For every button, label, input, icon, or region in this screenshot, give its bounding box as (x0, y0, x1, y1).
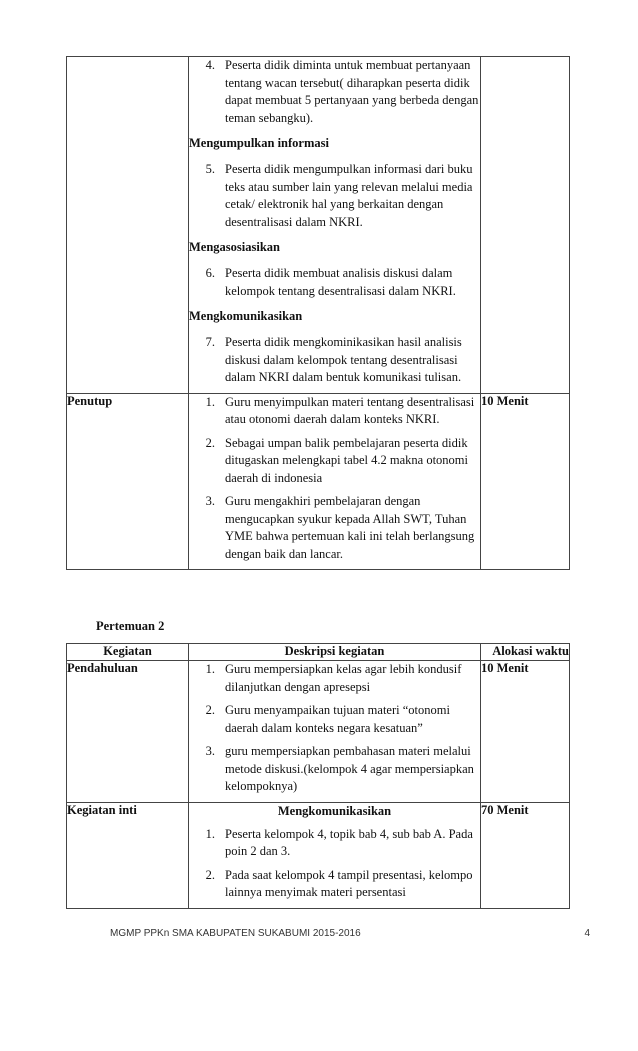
header-kegiatan: Kegiatan (67, 644, 189, 661)
pendahuluan-deskripsi (189, 661, 481, 803)
inti-time: 70 Menit (481, 802, 570, 908)
inti-list (189, 826, 480, 902)
footer-text: MGMP PPKn SMA KABUPATEN SUKABUMI 2015-2016 (110, 928, 361, 939)
list-item (189, 334, 480, 387)
header-deskripsi: Deskripsi kegiatan (189, 644, 481, 661)
pendahuluan-list (189, 661, 480, 796)
list-item-number: 1. (205, 826, 215, 841)
page-footer (110, 928, 590, 939)
table-row (67, 802, 570, 908)
list-item-text: Guru menyimpulkan materi tentang desentralisasi atau otonomi daerah dalam konteks NKRI. (225, 394, 475, 426)
list-item-text: Guru menyampaikan tujuan materi “otonomi daerah dalam konteks negara kesatuan” (225, 703, 450, 735)
page-number: 4 (584, 928, 590, 939)
list-item (189, 265, 480, 300)
list-item (189, 394, 480, 429)
list-item (189, 57, 480, 127)
penutup-list (189, 394, 480, 564)
list-item-number: 6. (205, 266, 215, 280)
pendahuluan-label: Pendahuluan (67, 661, 189, 803)
header-alokasi: Alokasi waktu (481, 644, 570, 661)
list-item-number: 3. (205, 494, 215, 508)
list-item (189, 743, 480, 796)
list-item (189, 435, 480, 488)
list-item-text: Guru mengakhiri pembelajaran dengan mengucapkan syukur kepada Allah SWT, Tuhan YME bahwa pertemuan kali ini telah berlangsung dengan baik dan lancar. (225, 494, 475, 561)
list-item-number: 1. (205, 394, 215, 409)
list-item (189, 493, 480, 563)
phase-heading: Mengkomunikasikan (189, 309, 303, 323)
list-item-number: 7. (205, 335, 215, 349)
list-item (189, 161, 480, 231)
pendahuluan-time: 10 Menit (481, 661, 570, 803)
lesson-table-1 (66, 56, 570, 570)
list-item (189, 826, 480, 861)
list-item (189, 661, 480, 696)
list-item-text: Guru mempersiapkan kelas agar lebih kondusif dilanjutkan dengan apresepsi (225, 662, 462, 694)
table-row (67, 661, 570, 803)
list-item-number: 4. (205, 58, 215, 72)
inti-continuation-list (189, 57, 480, 387)
list-item-number: 3. (205, 744, 215, 758)
list-item-text: Pada saat kelompok 4 tampil presentasi, kelompo lainnya menyimak materi persentasi (225, 867, 473, 899)
table-row (67, 57, 570, 394)
cell-deskripsi (189, 57, 481, 394)
list-item-number: 5. (205, 162, 215, 176)
list-item-number: 2. (205, 867, 215, 882)
list-item-text: Peserta didik mengkominikasikan hasil analisis diskusi dalam kelompok tentang desentralisasi dalam NKRI dalam bentuk komunikasi tulisan. (225, 335, 462, 384)
cell-alokasi (481, 57, 570, 394)
inti-deskripsi (189, 802, 481, 908)
list-item-text: guru mempersiapkan pembahasan materi melalui metode diskusi.(kelompok 4 agar mempersiapkan kelompoknya) (225, 744, 474, 793)
phase-heading: Mengasosiasikan (189, 240, 280, 254)
inti-label: Kegiatan inti (67, 802, 189, 908)
penutup-time: 10 Menit (481, 393, 570, 570)
list-item-text: Peserta kelompok 4, topik bab 4, sub bab A. Pada poin 2 dan 3. (225, 826, 473, 858)
pertemuan-title: Pertemuan 2 (96, 619, 165, 633)
table-header-row (67, 644, 570, 661)
list-item-number: 2. (205, 435, 215, 450)
lesson-table-2 (66, 643, 570, 909)
inti-phase: Mengkomunikasikan (277, 803, 392, 818)
penutup-label: Penutup (67, 393, 189, 570)
cell-kegiatan (67, 57, 189, 394)
list-item-text: Peserta didik membuat analisis diskusi dalam kelompok tentang desentralisasi dalam NKRI. (225, 266, 456, 298)
list-item-text: Sebagai umpan balik pembelajaran peserta didik ditugaskan melengkapi tabel 4.2 makna otonomi daerah di indonesia (225, 435, 468, 485)
list-item (189, 867, 480, 902)
list-item-text: Peserta didik diminta untuk membuat pertanyaan tentang wacan tersebut( diharapkan peserta didik dapat membuat 5 pertanyaan yang berbeda dengan teman sebangku). (225, 58, 479, 125)
phase-heading: Mengumpulkan informasi (189, 136, 329, 150)
list-item-text: Peserta didik mengumpulkan informasi dari buku teks atau sumber lain yang relevan melalui media cetak/ elektronik hal yang berkaitan dengan desentralisasi dalam NKRI. (225, 162, 473, 229)
list-item (189, 702, 480, 737)
list-item-number: 2. (205, 703, 215, 717)
penutup-deskripsi (189, 393, 481, 570)
table-row (67, 393, 570, 570)
list-item-number: 1. (205, 662, 215, 676)
